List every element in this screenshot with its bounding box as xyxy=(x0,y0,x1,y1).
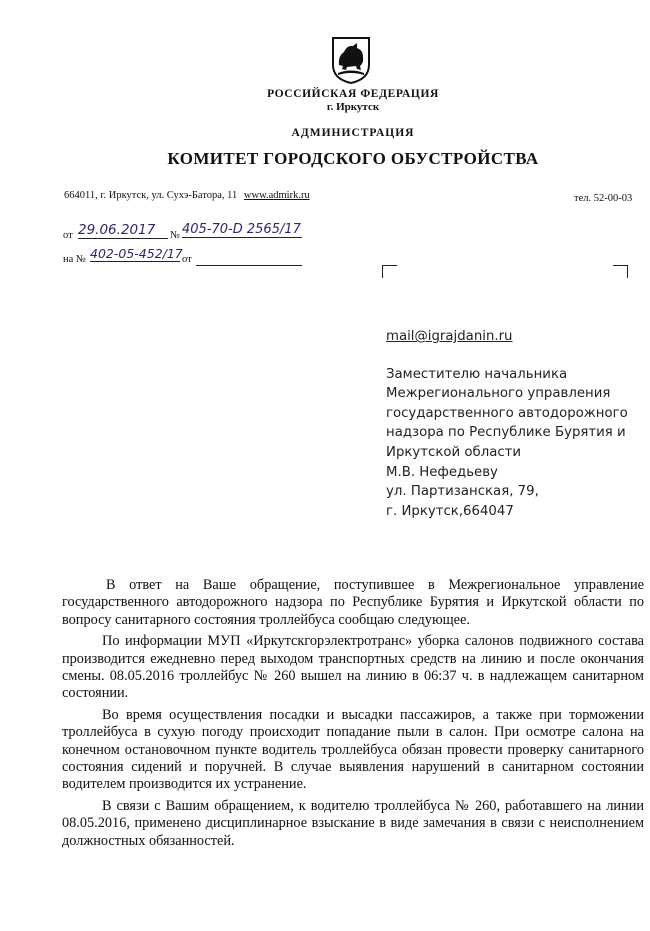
addressee-line: ул. Партизанская, 79, xyxy=(386,484,539,500)
body-paragraph: В ответ на Ваше обращение, поступившее в Межрегиональное управление государственного автодорожного надзора по Республике Бурятия и Иркутской области по вопросу санитарного состояния троллейбуса сообщаю следующее. xyxy=(62,577,644,628)
addressee-line: Заместителю начальника xyxy=(386,366,568,382)
addressee-line: г. Иркутск,664047 xyxy=(386,503,514,519)
irkutsk-coat-of-arms-icon xyxy=(330,35,372,85)
reg-incoming-label: на № xyxy=(63,254,86,265)
header-address: 664011, г. Иркутск, ул. Сухэ-Батора, 11 xyxy=(64,190,238,201)
reg-number-label: № xyxy=(170,230,181,241)
addressee-block xyxy=(386,327,628,521)
header-city: г. Иркутск xyxy=(326,101,380,113)
reg-incoming-number: 402-05-452/17 xyxy=(90,246,183,261)
reg-incoming-date-blank xyxy=(196,265,302,266)
reg-date-label: от xyxy=(63,230,73,241)
address-corner-mark-right xyxy=(613,265,628,278)
addressee-email-link[interactable]: mail@igrajdanin.ru xyxy=(386,329,513,344)
body-paragraph: В связи с Вашим обращением, к водителю троллейбуса № 260, работавшего на линии 08.05.2016, применено дисциплинарное взыскание в виде замечания в связи с неисполнением должностных обязанностей. xyxy=(62,797,644,849)
addressee-line: М.В. Нефедьеву xyxy=(386,464,498,480)
reg-incoming-date-label: от xyxy=(182,254,192,265)
header-website-link[interactable]: www.admirk.ru xyxy=(243,190,310,201)
body-paragraph: Во время осуществления посадки и высадки пассажиров, а также при торможении троллейбуса в сухую погоду происходит попадание пыли в салон. При осмотре салона на конечном остановочном пункте водитель троллейбуса обязан провести проверку санитарного состояния сидений и поручней. В случае выявления нарушений в санитарном состоянии водителем производится их устранение. xyxy=(62,706,644,793)
address-corner-mark-left xyxy=(382,265,397,278)
header-committee: КОМИТЕТ ГОРОДСКОГО ОБУСТРОЙСТВА xyxy=(167,149,539,168)
header-address-line xyxy=(64,190,310,201)
addressee-line: надзора по Республике Бурятия и xyxy=(386,425,626,441)
addressee-line: Иркутской области xyxy=(386,444,522,460)
letter-body xyxy=(62,577,644,854)
header-country: РОССИЙСКАЯ ФЕДЕРАЦИЯ xyxy=(267,88,439,100)
body-paragraph: По информации МУП «Иркутскгорэлектротранс» уборка салонов подвижного состава производится ежедневно перед выходом транспортных средств на линию и после окончания смены. 08.05.2016 троллейбус № 260 вышел на линию в 06:37 ч. в надлежащем санитарном состоянии. xyxy=(62,633,644,702)
header-phone: тел. 52-00-03 xyxy=(574,193,633,204)
addressee-line: государственного автодорожного xyxy=(386,405,628,421)
header-administration: АДМИНИСТРАЦИЯ xyxy=(291,127,415,139)
reg-date-value: 29.06.2017 xyxy=(78,222,168,239)
reg-number-value: 405-70-D 2565/17 xyxy=(182,222,301,237)
addressee-line: Межрегионального управления xyxy=(386,386,611,402)
